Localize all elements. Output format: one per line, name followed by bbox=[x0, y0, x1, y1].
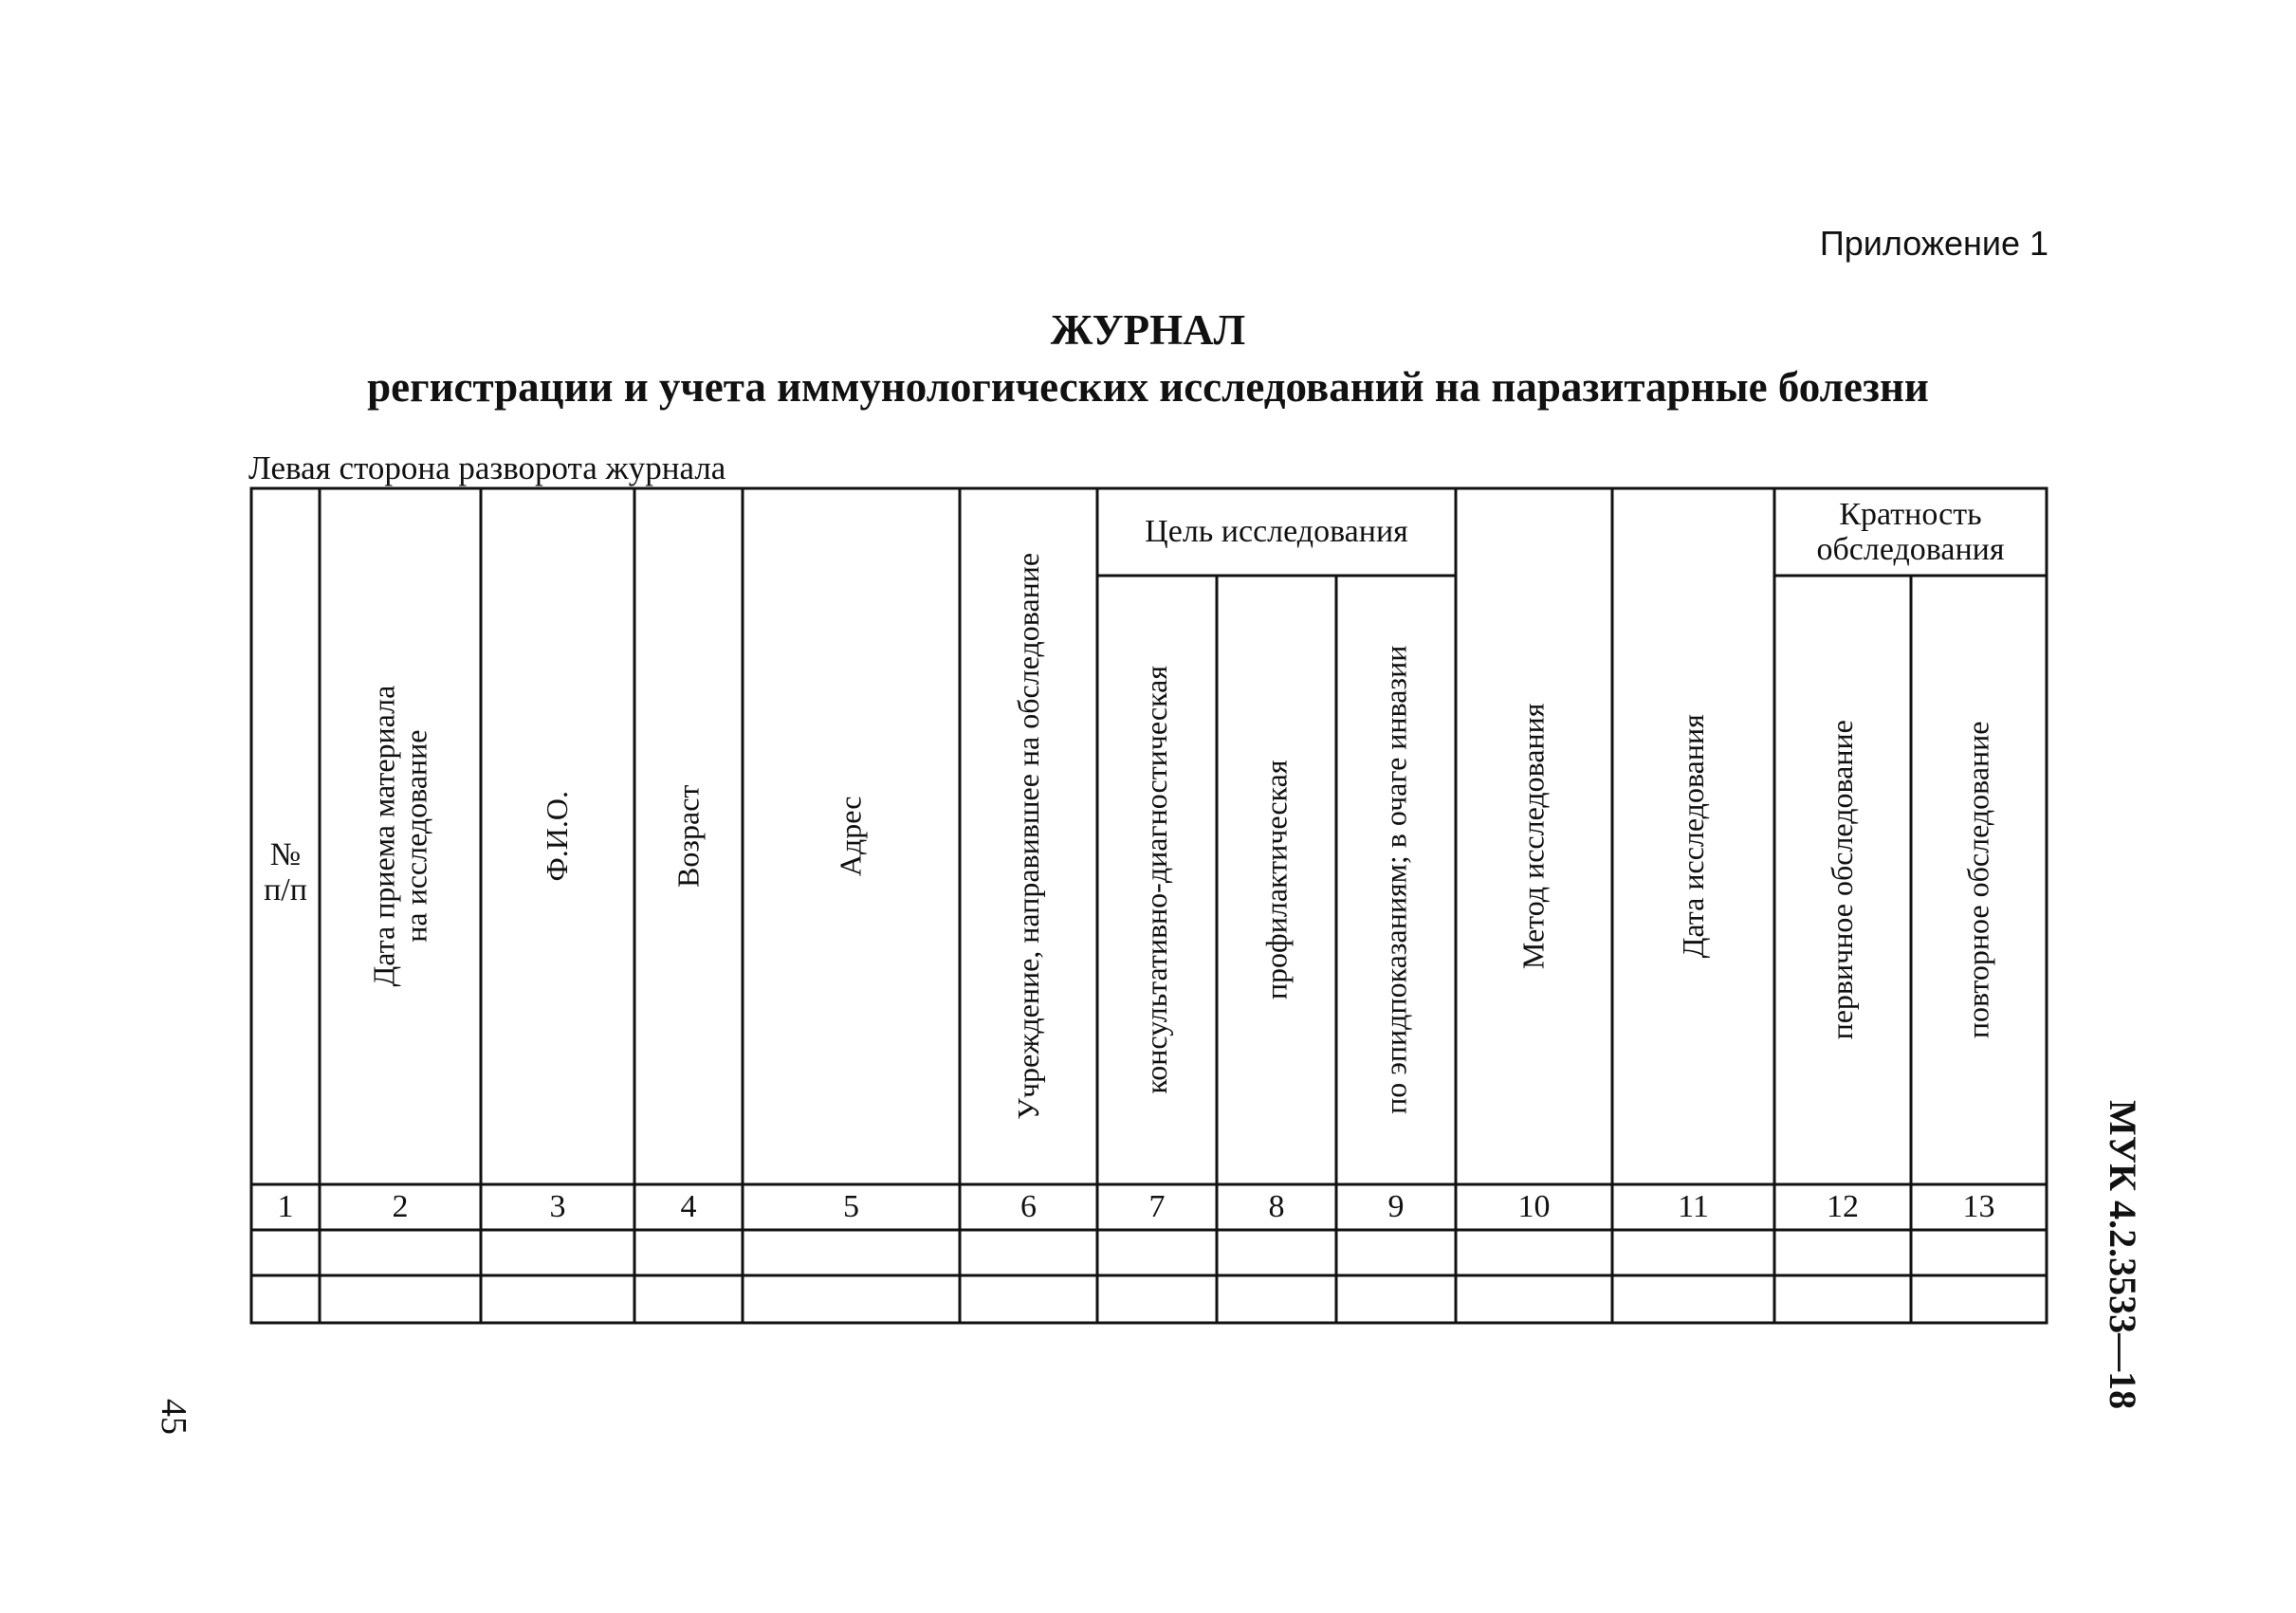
header-receipt-date-label bbox=[368, 686, 432, 987]
column-number: 9 bbox=[1387, 1189, 1405, 1224]
header-epidemic-indications bbox=[1336, 576, 1456, 1184]
header-row-number-label: № п/п bbox=[264, 836, 307, 907]
column-number: 11 bbox=[1678, 1189, 1709, 1224]
header-referring-institution bbox=[960, 488, 1097, 1184]
header-consultative bbox=[1097, 576, 1217, 1184]
header-address bbox=[743, 488, 960, 1184]
column-number: 2 bbox=[392, 1189, 409, 1224]
column-number: 5 bbox=[843, 1189, 859, 1224]
header-repeat-exam bbox=[1911, 576, 2047, 1184]
header-preventive bbox=[1217, 576, 1336, 1184]
header-receipt-date bbox=[320, 488, 481, 1184]
document-title: ЖУРНАЛ bbox=[1050, 306, 1246, 354]
header-primary-exam-label: первичное обследование bbox=[1825, 720, 1860, 1040]
column-number: 8 bbox=[1268, 1189, 1285, 1224]
header-epidemic-indications-label: по эпидпоказаниям; в очаге инвазии bbox=[1378, 645, 1413, 1115]
column-number: 3 bbox=[549, 1189, 566, 1224]
column-number: 12 bbox=[1827, 1189, 1859, 1224]
column-number: 1 bbox=[277, 1189, 294, 1224]
side-note: Левая сторона разворота журнала bbox=[248, 449, 726, 486]
header-age bbox=[634, 488, 743, 1184]
header-age-label: Возраст bbox=[670, 784, 706, 889]
header-full-name bbox=[481, 488, 634, 1184]
column-number: 13 bbox=[1962, 1189, 1995, 1224]
appendix-label: Приложение 1 bbox=[1819, 224, 2048, 263]
column-number: 4 bbox=[680, 1189, 697, 1224]
column-number: 7 bbox=[1148, 1189, 1166, 1224]
header-group-frequency-label: Кратность обследования bbox=[1816, 496, 2005, 567]
header-repeat-exam-label: повторное обследование bbox=[1960, 721, 1995, 1039]
header-primary-exam bbox=[1774, 576, 1911, 1184]
header-consultative-label: консультативно-диагностическая bbox=[1139, 666, 1174, 1094]
document-code: МУК 4.2.3533—18 bbox=[2102, 1100, 2144, 1410]
header-receipt-date-line2: на исследование bbox=[398, 729, 432, 944]
header-study-date-label: Дата исследования bbox=[1675, 714, 1710, 959]
header-group-frequency bbox=[1774, 488, 2047, 576]
header-method-label: Метод исследования bbox=[1515, 703, 1551, 970]
header-row-number bbox=[251, 816, 320, 929]
header-group-purpose: Цель исследования bbox=[1145, 514, 1408, 550]
page-number: 45 bbox=[154, 1399, 193, 1435]
header-receipt-date-line1: Дата приема материала bbox=[366, 686, 401, 987]
header-referring-institution-label: Учреждение, направившее на обследование bbox=[1010, 553, 1045, 1120]
header-address-label: Адрес bbox=[833, 796, 868, 877]
column-number: 6 bbox=[1020, 1189, 1037, 1224]
header-preventive-label: профилактическая bbox=[1258, 760, 1294, 1000]
header-method bbox=[1456, 488, 1612, 1184]
document-subtitle: регистрации и учета иммунологических исследований на паразитарные болезни bbox=[367, 363, 1929, 411]
header-full-name-label: Ф.И.О. bbox=[540, 791, 575, 882]
column-number: 10 bbox=[1517, 1189, 1551, 1224]
header-study-date bbox=[1612, 488, 1774, 1184]
